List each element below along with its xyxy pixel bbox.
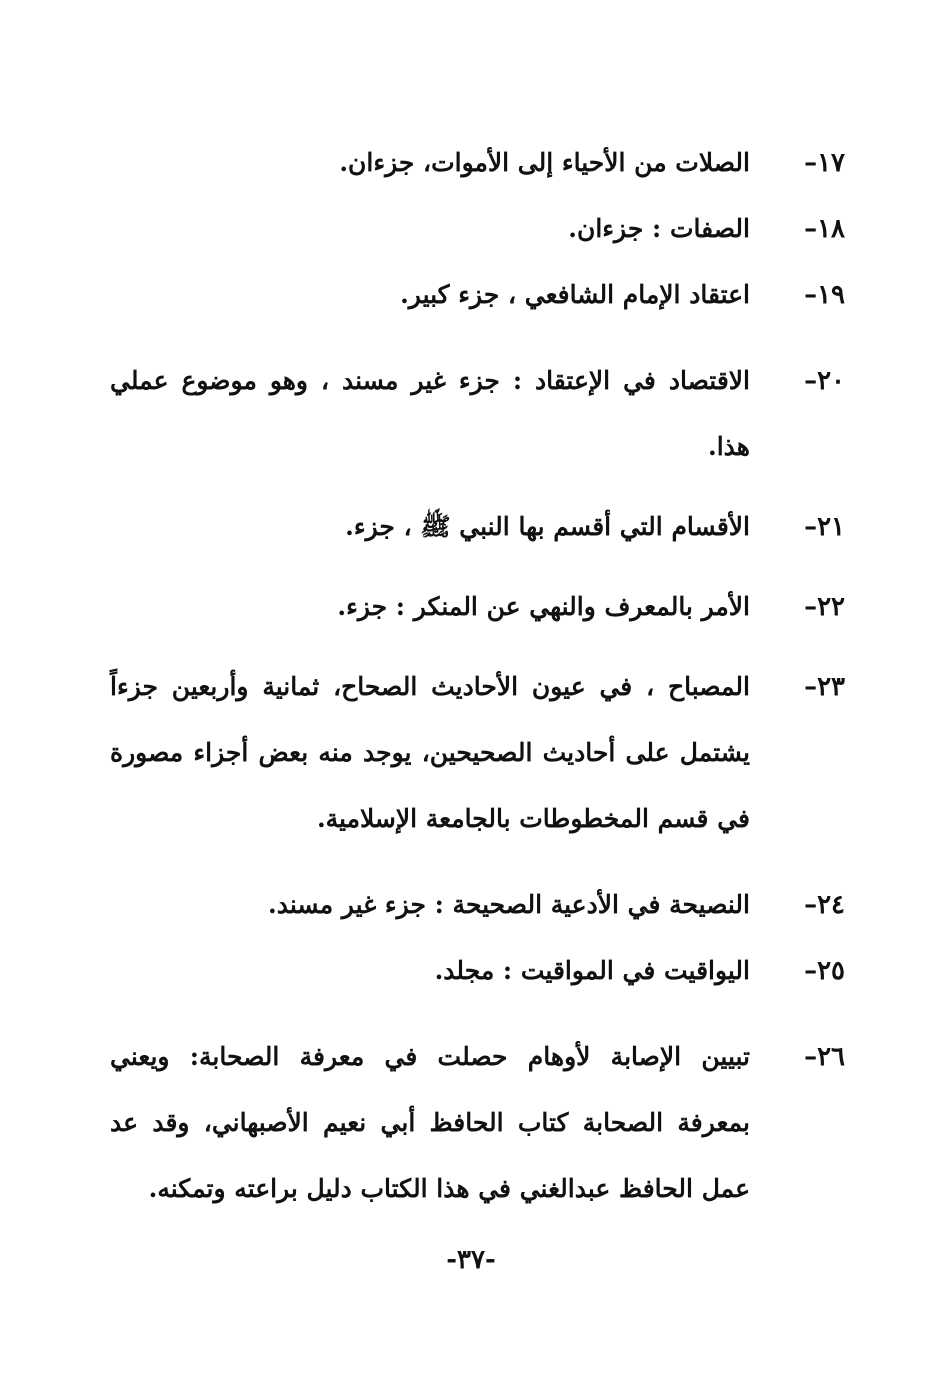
item-number: ٢٢– (804, 592, 845, 622)
item-number: ١٨– (804, 214, 845, 244)
page-number: -٣٧- (446, 1245, 496, 1275)
item-text: اعتقاد الإمام الشافعي ، جزء كبير. (400, 280, 750, 309)
list-item (110, 574, 845, 640)
list-item (110, 494, 845, 560)
item-number: ٢٥– (804, 956, 845, 986)
item-number: ١٧– (804, 148, 845, 178)
item-number: ٢١– (804, 512, 845, 542)
list-item (110, 196, 845, 262)
item-text: الأمر بالمعرف والنهي عن المنكر : جزء. (337, 592, 750, 621)
item-text: الاقتصاد في الإعتقاد : جزء غير مسند ، وهو موضوع عملي هذا. (110, 366, 750, 461)
item-text: الصلات من الأحياء إلى الأموات، جزءان. (339, 148, 750, 177)
list-item (110, 1024, 845, 1222)
item-text: النصيحة في الأدعية الصحيحة : جزء غير مسند. (268, 890, 750, 919)
item-text: اليواقيت في المواقيت : مجلد. (434, 956, 750, 985)
item-text: تبيين الإصابة لأوهام حصلت في معرفة الصحابة: ويعني بمعرفة الصحابة كتاب الحافظ أبي نعيم الأصبهاني، وقد عد عمل الحافظ عبدالغني في هذا الكتاب دليل براعته وتمكنه. (110, 1042, 750, 1203)
item-number: ٢٦– (804, 1042, 845, 1072)
item-text: الأقسام التي أقسم بها النبي ﷺ ، جزء. (345, 512, 750, 541)
list-item (110, 130, 845, 196)
item-number: ٢٤– (804, 890, 845, 920)
item-number: ٢٠– (804, 366, 845, 396)
item-number: ٢٣– (804, 672, 845, 702)
item-text: المصباح ، في عيون الأحاديث الصحاح، ثمانية وأربعين جزءاً يشتمل على أحاديث الصحيحين، يوجد منه بعض أجزاء مصورة في قسم المخطوطات بالجامعة الإسلامية. (110, 672, 750, 833)
item-number: ١٩– (804, 280, 845, 310)
list-item (110, 938, 845, 1004)
item-text: الصفات : جزءان. (568, 214, 750, 243)
list-item (110, 262, 845, 328)
list-item (110, 872, 845, 938)
list-item (110, 654, 845, 852)
works-list (110, 130, 845, 1222)
list-item (110, 348, 845, 480)
